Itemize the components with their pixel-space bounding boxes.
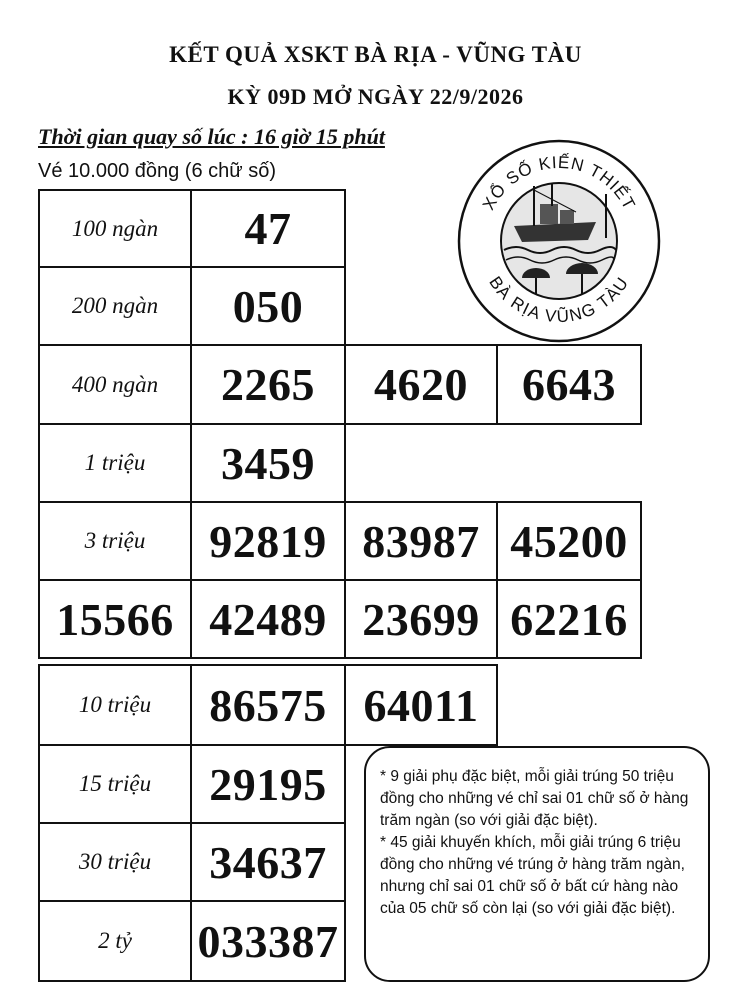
prize-number-15m: 29195: [190, 744, 346, 824]
seal-text-bottom: BÀ RỊA VŨNG TÀU: [485, 272, 633, 327]
prize-number-3m-4: 15566: [38, 579, 192, 659]
ship-and-beach-umbrellas-icon: [501, 183, 617, 299]
prize-number-3m-1: 92819: [190, 501, 346, 581]
prize-number-3m-3: 45200: [496, 501, 642, 581]
prize-number-400k-1: 2265: [190, 344, 346, 425]
lottery-seal: [456, 138, 662, 344]
prize-number-30m: 34637: [190, 822, 346, 902]
prize-number-3m-5: 42489: [190, 579, 346, 659]
page-title: KẾT QUẢ XSKT BÀ RỊA - VŨNG TÀU: [169, 42, 582, 67]
prize-number-10m-1: 86575: [190, 664, 346, 746]
prize-number-400k-2: 4620: [344, 344, 498, 425]
prize-label-2b: 2 tỷ: [38, 900, 192, 982]
prize-number-3m-2: 83987: [344, 501, 498, 581]
prize-number-200k: 050: [190, 266, 346, 346]
prize-number-2b: 033387: [190, 900, 346, 982]
prize-label-1m: 1 triệu: [38, 423, 192, 503]
prize-label-100k: 100 ngàn: [38, 189, 192, 268]
prize-label-30m: 30 triệu: [38, 822, 192, 902]
prize-number-3m-7: 62216: [496, 579, 642, 659]
prize-number-10m-2: 64011: [344, 664, 498, 746]
draw-time: Thời gian quay số lúc : 16 giờ 15 phút: [38, 124, 385, 149]
prize-notes: [364, 746, 710, 982]
seal-text-top: XỔ SỐ KIẾN THIẾT: [478, 152, 640, 214]
prize-label-10m: 10 triệu: [38, 664, 192, 746]
prize-label-15m: 15 triệu: [38, 744, 192, 824]
prize-number-1m: 3459: [190, 423, 346, 503]
prize-label-3m: 3 triệu: [38, 501, 192, 581]
note-encouragement: * 45 giải khuyến khích, mỗi giải trúng 6 triệu đồng cho những vé trúng ở hàng trăm ngàn, nhưng chỉ sai 01 chữ số ở bất cứ hàng nào của 05 chữ số còn lại (so với giải đặc biệt).: [380, 834, 685, 917]
prize-number-100k: 47: [190, 189, 346, 268]
prize-number-3m-6: 23699: [344, 579, 498, 659]
note-special-consolation: * 9 giải phụ đặc biệt, mỗi giải trúng 50 triệu đồng cho những vé chỉ sai 01 chữ số ở hàng trăm ngàn (so với giải đặc biệt).: [380, 768, 689, 829]
prize-label-200k: 200 ngàn: [38, 266, 192, 346]
ticket-info: Vé 10.000 đồng (6 chữ số): [38, 160, 276, 182]
prize-number-400k-3: 6643: [496, 344, 642, 425]
draw-subtitle: KỲ 09D MỞ NGÀY 22/9/2026: [227, 84, 524, 109]
prize-label-400k: 400 ngàn: [38, 344, 192, 425]
